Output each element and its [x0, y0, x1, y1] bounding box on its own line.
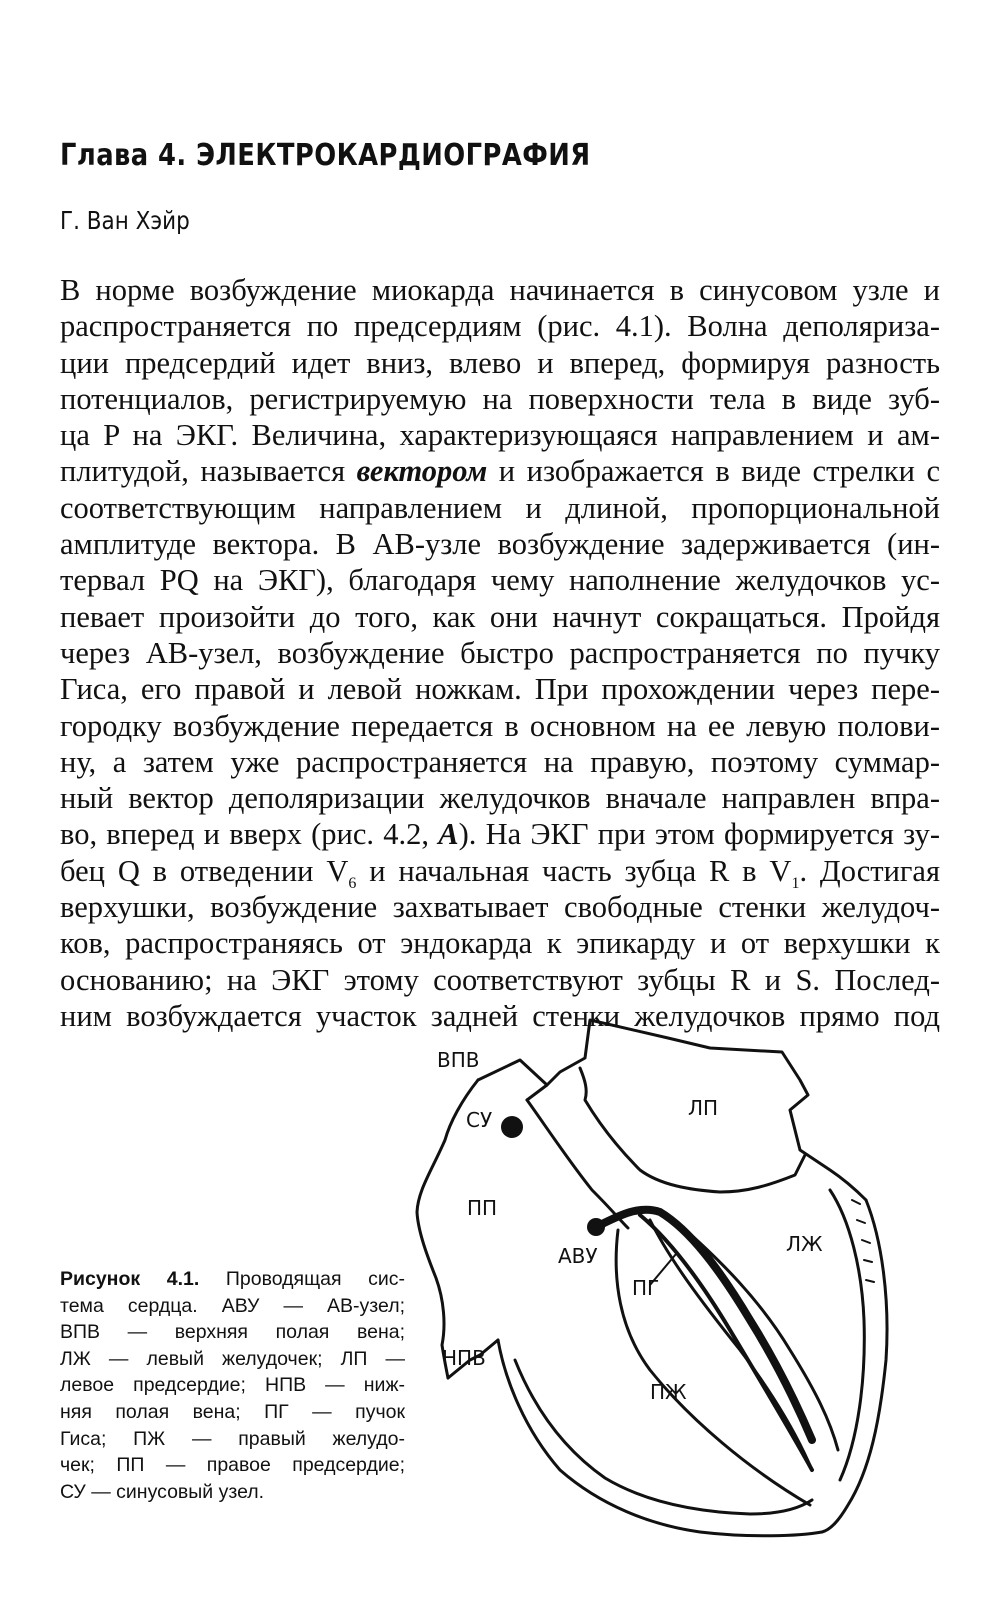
right-ventricle-outline — [498, 1340, 822, 1536]
chapter-title: Глава 4. ЭЛЕКТРОКАРДИОГРАФИЯ — [60, 138, 591, 173]
lead-subscript: 1 — [791, 874, 800, 892]
caption-line: тема сердца. АВУ — АВ-узел; — [60, 1294, 405, 1317]
caption-line: Гиса; ПЖ — правый желудо- — [60, 1427, 405, 1450]
lead-subscript: 6 — [348, 874, 357, 892]
caption-line: ВПВ — верхняя полая вена; — [60, 1321, 405, 1344]
text-line — [60, 816, 940, 852]
interatrial-septum — [527, 1100, 628, 1228]
chapter-author: Г. Ван Хэйр — [60, 206, 190, 235]
text-fragment: во, вперед и вверх (рис. 4.2, — [60, 817, 439, 852]
label-pp: ПП — [467, 1196, 498, 1220]
text-line: ный вектор деполяризации желудочков вначале направлен впра- — [60, 781, 940, 816]
caption-figure-number: Рисунок 4.1. — [60, 1268, 200, 1290]
label-su: СУ — [466, 1108, 493, 1132]
text-line: верхушки, возбуждение захватывает свободные стенки желудоч- — [60, 890, 940, 925]
caption-line: няя полая вена; ПГ — пучок — [60, 1400, 405, 1423]
text-line: ца P на ЭКГ. Величина, характеризующаяся направлением и ам- — [60, 418, 940, 453]
label-vpv: ВПВ — [437, 1048, 480, 1072]
text-fragment: . Достигая — [799, 853, 940, 888]
emphasized-term: вектором — [356, 454, 488, 489]
caption-line: ЛЖ — левый желудочек; ЛП — — [60, 1347, 405, 1370]
text-line: амплитуде вектора. В АВ-узле возбуждение задерживается (ин- — [60, 527, 940, 562]
text-line: Гиса, его правой и левой ножкам. При прохождении через пере- — [60, 672, 940, 707]
text-line: основанию; на ЭКГ этому соответствуют зубцы R и S. Послед- — [60, 962, 940, 997]
superior-vena-cava-outline — [478, 1060, 547, 1100]
sinus-node-dot — [501, 1116, 523, 1138]
text-line: ции предсердий идет вниз, влево и вперед, формируя разность — [60, 345, 940, 380]
text-line: певает произойти до того, как они начнут сокращаться. Пройдя — [60, 599, 940, 634]
text-line: распространяется по предсердиям (рис. 4.1). Волна деполяриза- — [60, 309, 940, 344]
text-line: ков, распространяясь от эндокарда к эпикарду и от верхушки к — [60, 926, 940, 961]
text-line: через АВ-узел, возбуждение быстро распространяется по пучку — [60, 635, 940, 670]
text-line: потенциалов, регистрируемую на поверхности тела в виде зуб- — [60, 381, 940, 416]
caption-line: левое предсердие; НПВ — ниж- — [60, 1374, 405, 1397]
text-fragment: плитудой, называется — [60, 454, 357, 489]
text-fragment: и изображается в виде стрелки с — [487, 454, 940, 489]
text-line: соответствующим направлением и длиной, пропорциональной — [60, 490, 940, 525]
label-npv: НПВ — [442, 1346, 486, 1370]
text-line: тервал PQ на ЭКГ), благодаря чему наполнение желудочков ус- — [60, 563, 940, 598]
text-fragment: и начальная часть зубца R в V — [356, 853, 792, 888]
caption-line: чек; ПП — правое предсердие; — [60, 1454, 405, 1477]
bundle-of-his — [600, 1210, 812, 1440]
label-lzh: ЛЖ — [786, 1232, 823, 1256]
figure-caption — [60, 1266, 405, 1505]
figure-part-ref: А — [438, 817, 459, 852]
label-lp: ЛП — [688, 1096, 719, 1120]
text-fragment: ). На ЭКГ при этом формируется зу- — [458, 817, 940, 852]
body-text — [60, 272, 940, 1034]
caption-line — [60, 1266, 405, 1293]
text-line — [60, 853, 940, 892]
label-pzh: ПЖ — [650, 1380, 687, 1404]
label-avu: АВУ — [558, 1244, 598, 1268]
left-atrium-inner-wall — [580, 1068, 805, 1192]
text-fragment: бец Q в отведении V — [60, 853, 349, 888]
text-line — [60, 453, 940, 489]
text-line: В норме возбуждение миокарда начинается в синусовом узле и — [60, 273, 940, 307]
caption-text: Проводящая сис- — [199, 1268, 405, 1290]
label-pg: ПГ — [632, 1276, 660, 1300]
av-node-dot — [587, 1218, 605, 1236]
text-line: ну, а затем уже распространяется на правую, поэтому суммар- — [60, 744, 940, 779]
text-line: городку возбуждение передается в основном на ее левую полови- — [60, 708, 940, 743]
caption-line: СУ — синусовый узел. — [60, 1480, 265, 1503]
text-line: ним возбуждается участок задней стенки желудочков прямо под — [60, 998, 940, 1033]
